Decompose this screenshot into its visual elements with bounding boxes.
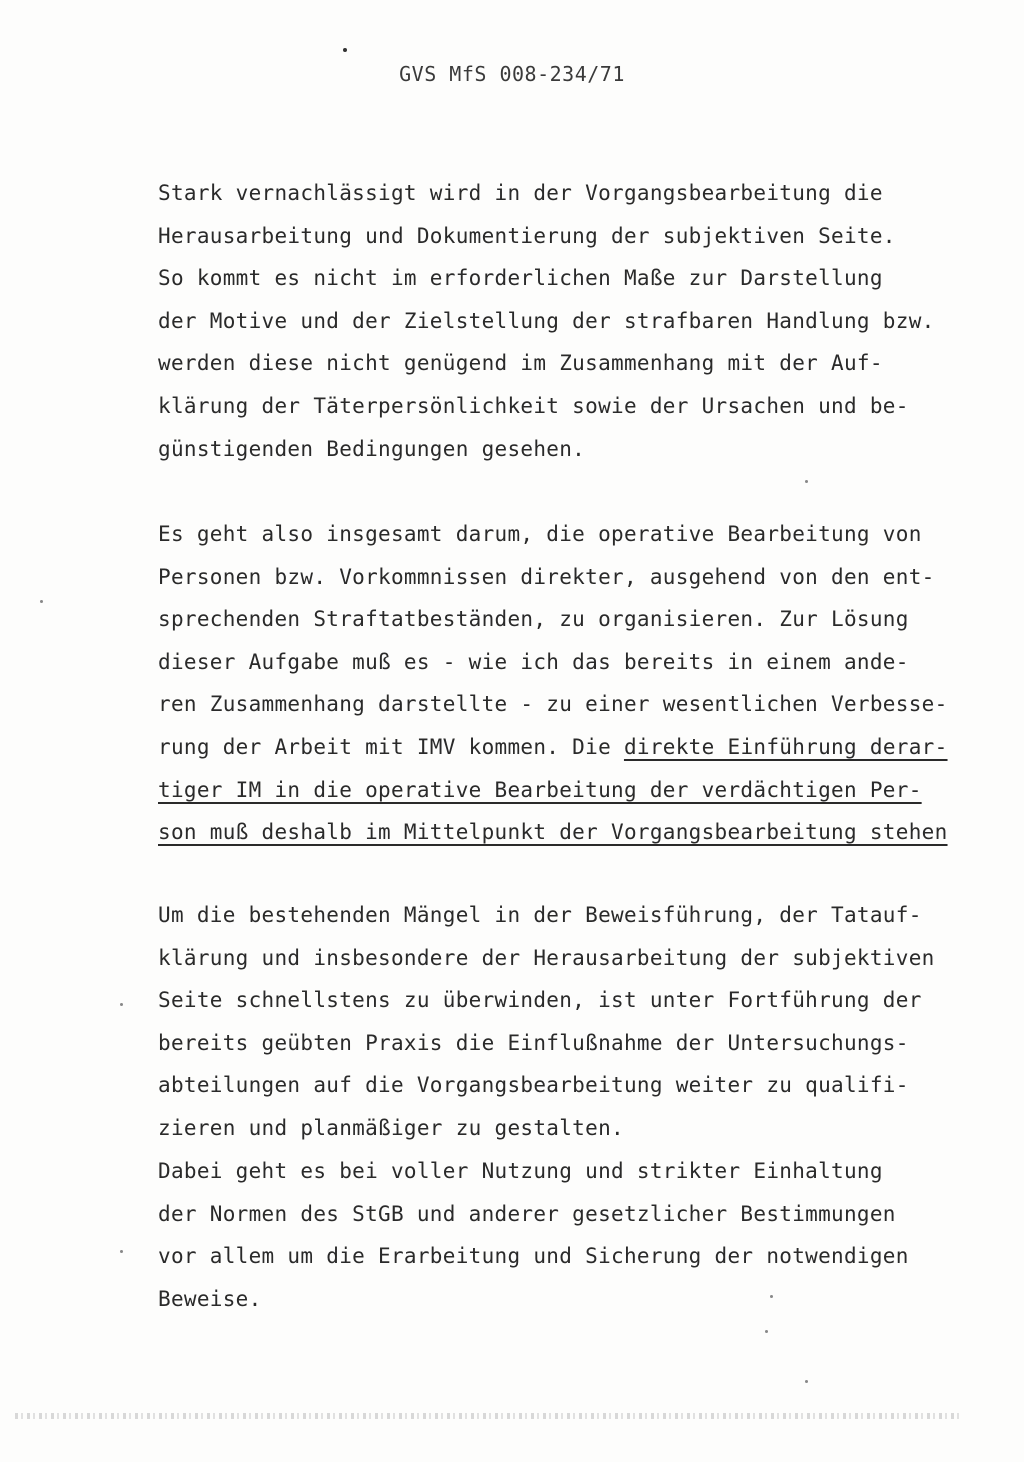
text-line: sprechenden Straftatbeständen, zu organisieren. Zur Lösung xyxy=(158,607,909,632)
text-line: So kommt es nicht im erforderlichen Maße zur Darstellung xyxy=(158,266,883,291)
ink-dot xyxy=(343,48,347,52)
text-line: Es geht also insgesamt darum, die operative Bearbeitung von xyxy=(158,522,922,546)
text-line: ren Zusammenhang darstellte - zu einer wesentlichen Verbesse- xyxy=(158,692,948,717)
text-line: abteilungen auf die Vorgangsbearbeitung weiter zu qualifi- xyxy=(158,1073,909,1098)
paragraph-4 xyxy=(158,1150,968,1320)
text-line: Stark vernachlässigt wird in der Vorgangsbearbeitung die xyxy=(158,181,883,205)
scan-speck xyxy=(120,1250,123,1253)
text-line: vor allem um die Erarbeitung und Sicherung der notwendigen xyxy=(158,1244,909,1269)
scan-speck xyxy=(40,600,43,603)
text-line-mixed xyxy=(158,726,968,769)
scan-speck xyxy=(805,480,808,483)
text-line: Um die bestehenden Mängel in der Beweisführung, der Tatauf- xyxy=(158,903,922,927)
text-line: Seite schnellstens zu überwinden, ist unter Fortführung der xyxy=(158,988,922,1013)
text-line: Dabei geht es bei voller Nutzung und strikter Einhaltung xyxy=(158,1159,883,1183)
text-line: bereits geübten Praxis die Einflußnahme der Untersuchungs- xyxy=(158,1030,909,1055)
scan-speck xyxy=(120,1003,123,1006)
scan-speck xyxy=(765,1330,768,1333)
text-line: Herausarbeitung und Dokumentierung der subjektiven Seite. xyxy=(158,223,896,248)
text-line: dieser Aufgabe muß es - wie ich das bereits in einem ande- xyxy=(158,649,909,674)
scan-speck xyxy=(770,1295,773,1298)
text-line: Personen bzw. Vorkommnissen direkter, ausgehend von den ent- xyxy=(158,564,935,589)
text-line: günstigenden Bedingungen gesehen. xyxy=(158,436,586,461)
text-line: klärung und insbesondere der Herausarbeitung der subjektiven xyxy=(158,945,935,970)
text-line: werden diese nicht genügend im Zusammenhang mit der Auf- xyxy=(158,351,883,376)
text-line: zieren und planmäßiger zu gestalten. xyxy=(158,1115,624,1140)
text-line: der Normen des StGB und anderer gesetzlicher Bestimmungen xyxy=(158,1201,896,1226)
paragraph-1 xyxy=(158,172,968,470)
paragraph-2 xyxy=(158,513,968,854)
scan-noise-strip xyxy=(15,1413,960,1419)
text-line: der Motive und der Zielstellung der strafbaren Handlung bzw. xyxy=(158,308,935,333)
text-segment: rung der Arbeit mit IMV kommen. Die xyxy=(158,734,624,759)
underlined-text-line: tiger IM in die operative Bearbeitung der verdächtigen Per- xyxy=(158,777,922,802)
document-reference-header: GVS MfS 008-234/71 xyxy=(399,62,625,86)
text-line: klärung der Täterpersönlichkeit sowie der Ursachen und be- xyxy=(158,393,909,418)
paragraph-3 xyxy=(158,894,968,1150)
underlined-text-line: son muß deshalb im Mittelpunkt der Vorgangsbearbeitung stehen xyxy=(158,820,948,845)
scan-speck xyxy=(805,1380,808,1383)
underlined-text-segment: direkte Einführung derar- xyxy=(623,734,948,759)
text-line: Beweise. xyxy=(158,1286,262,1311)
